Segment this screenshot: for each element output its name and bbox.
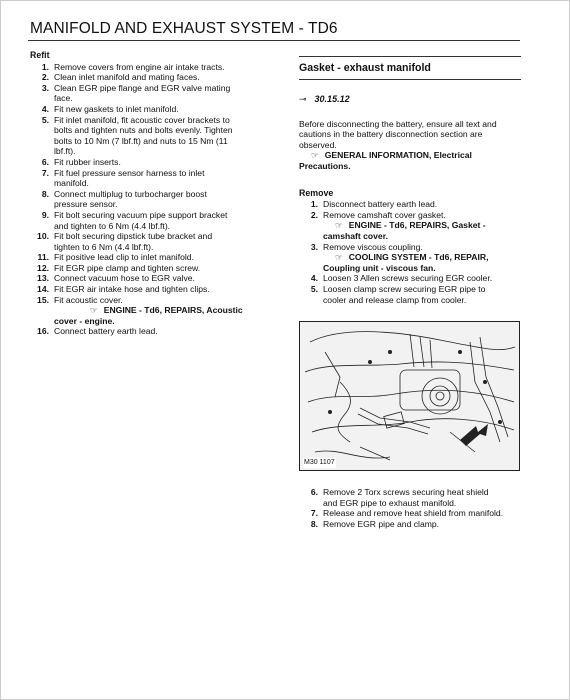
step-number: 10. bbox=[37, 231, 49, 242]
step-text: pressure sensor. bbox=[54, 199, 118, 210]
refit-heading: Refit bbox=[30, 50, 50, 60]
step-item bbox=[30, 104, 280, 115]
step-text: Fit fuel pressure sensor harness to inlet bbox=[54, 167, 205, 178]
step-text: Fit bolt securing vacuum pipe support bracket bbox=[54, 209, 228, 220]
cross-reference-icon: ☞ bbox=[335, 252, 343, 263]
step-item bbox=[299, 199, 521, 210]
step-text: Remove camshaft cover gasket. bbox=[323, 209, 446, 220]
step-item bbox=[30, 231, 280, 252]
cross-reference-icon: ☞ bbox=[311, 150, 319, 161]
step-number: 1. bbox=[310, 199, 318, 210]
step-number: 9. bbox=[41, 209, 49, 220]
step-item bbox=[299, 242, 521, 274]
step-text: Loosen 3 Allen screws securing EGR cooler. bbox=[323, 273, 493, 284]
step-item bbox=[30, 189, 280, 210]
remove-steps-a bbox=[299, 199, 521, 305]
intro-text: Before disconnecting the battery, ensure all text and cautions in the battery disconnection section are observed. bbox=[299, 118, 497, 150]
step-item bbox=[30, 72, 280, 83]
step-number: 7. bbox=[41, 167, 49, 178]
step-number: 15. bbox=[37, 294, 49, 305]
step-text: Release and remove heat shield from manifold. bbox=[323, 508, 504, 519]
cross-reference-icon: ☞ bbox=[90, 305, 98, 316]
step-item bbox=[299, 519, 521, 530]
remove-steps-b bbox=[299, 487, 521, 529]
step-text: Fit acoustic cover. bbox=[54, 294, 123, 305]
step-number: 1. bbox=[41, 61, 49, 72]
step-text: and EGR pipe to exhaust manifold. bbox=[323, 497, 457, 508]
step-number: 7. bbox=[310, 508, 318, 519]
step-text: Fit EGR air intake hose and tighten clips. bbox=[54, 284, 210, 295]
step-number: 6. bbox=[41, 156, 49, 167]
right-column bbox=[299, 50, 521, 529]
cross-reference[interactable] bbox=[323, 252, 521, 263]
operation-code-value: 30.15.12 bbox=[314, 94, 350, 104]
intro-xref-cont: Precautions. bbox=[299, 160, 351, 171]
step-item bbox=[30, 252, 280, 263]
step-item bbox=[30, 210, 280, 231]
cross-reference-text: Coupling unit - viscous fan. bbox=[323, 262, 436, 273]
step-item bbox=[30, 284, 280, 295]
step-text: Fit inlet manifold, fit acoustic cover brackets to bbox=[54, 114, 230, 125]
step-number: 4. bbox=[310, 273, 318, 284]
page-title: MANIFOLD AND EXHAUST SYSTEM - TD6 bbox=[30, 20, 338, 37]
step-item bbox=[299, 210, 521, 242]
step-number: 8. bbox=[310, 518, 318, 529]
cross-reference[interactable] bbox=[54, 305, 280, 316]
step-text: Connect vacuum hose to EGR valve. bbox=[54, 273, 195, 284]
step-number: 3. bbox=[41, 82, 49, 93]
step-text: Connect battery earth lead. bbox=[54, 326, 158, 337]
step-number: 5. bbox=[41, 114, 49, 125]
procedure-title-box bbox=[299, 56, 521, 80]
procedure-title: Gasket - exhaust manifold bbox=[299, 62, 431, 74]
cross-reference-text: cover - engine. bbox=[54, 315, 115, 326]
step-text: Clean inlet manifold and mating faces. bbox=[54, 72, 200, 83]
remove-heading: Remove bbox=[299, 187, 334, 198]
header-rule bbox=[28, 40, 520, 41]
step-number: 16. bbox=[37, 326, 49, 337]
step-text: Connect multiplug to turbocharger boost bbox=[54, 188, 207, 199]
step-number: 11. bbox=[37, 252, 49, 263]
step-item bbox=[299, 487, 521, 508]
step-text: Fit new gaskets to inlet manifold. bbox=[54, 103, 179, 114]
cross-reference-text: camshaft cover. bbox=[323, 230, 388, 241]
step-number: 2. bbox=[41, 72, 49, 83]
engine-illustration bbox=[299, 321, 520, 471]
step-text: Remove EGR pipe and clamp. bbox=[323, 518, 440, 529]
step-item bbox=[30, 295, 280, 327]
figure-label: M30 1107 bbox=[303, 458, 336, 469]
step-text: lbf.ft). bbox=[54, 146, 76, 157]
step-text: Remove viscous coupling. bbox=[323, 241, 423, 252]
operation-code bbox=[299, 94, 521, 105]
engine-drawing bbox=[300, 322, 519, 470]
step-text: Remove 2 Torx screws securing heat shield bbox=[323, 487, 489, 498]
step-text: face. bbox=[54, 93, 73, 104]
step-item bbox=[30, 263, 280, 274]
step-item bbox=[299, 284, 521, 305]
repair-time-icon: ⊸ bbox=[299, 94, 307, 104]
step-text: Remove covers from engine air intake tracts. bbox=[54, 61, 225, 72]
step-text: Clean EGR pipe flange and EGR valve mating bbox=[54, 82, 231, 93]
step-item bbox=[30, 157, 280, 168]
intro-xref[interactable]: ☞ GENERAL INFORMATION, Electrical bbox=[311, 150, 472, 161]
step-item bbox=[30, 273, 280, 284]
cross-reference-text: ENGINE - Td6, REPAIRS, Gasket - bbox=[348, 220, 486, 231]
step-item bbox=[30, 326, 280, 337]
step-number: 4. bbox=[41, 103, 49, 114]
step-text: Fit rubber inserts. bbox=[54, 156, 121, 167]
step-number: 14. bbox=[37, 284, 49, 295]
step-text: Loosen clamp screw securing EGR pipe to bbox=[323, 283, 486, 294]
step-text: tighten to 6 Nm (4.4 lbf.ft). bbox=[54, 241, 154, 252]
step-item bbox=[30, 83, 280, 104]
left-column bbox=[30, 50, 280, 337]
step-item bbox=[299, 508, 521, 519]
step-item bbox=[299, 273, 521, 284]
step-number: 6. bbox=[310, 487, 318, 498]
step-text: Fit positive lead clip to inlet manifold. bbox=[54, 252, 194, 263]
step-text: and tighten to 6 Nm (4.4 lbf.ft). bbox=[54, 220, 171, 231]
refit-steps bbox=[30, 62, 280, 337]
step-text: cooler and release clamp from cooler. bbox=[323, 294, 467, 305]
step-text: bolts to 10 Nm (7 lbf.ft) and nuts to 15 Nm (11 bbox=[54, 135, 228, 146]
cross-reference-text: ENGINE - Td6, REPAIRS, Acoustic bbox=[103, 305, 243, 316]
step-text: bolts and tighten nuts and bolts evenly. Tighten bbox=[54, 125, 233, 136]
step-text: Fit EGR pipe clamp and tighten screw. bbox=[54, 262, 201, 273]
step-item bbox=[30, 115, 280, 157]
step-item bbox=[30, 62, 280, 73]
step-number: 3. bbox=[310, 241, 318, 252]
step-text: Fit bolt securing dipstick tube bracket and bbox=[54, 231, 213, 242]
step-item bbox=[30, 168, 280, 189]
step-number: 8. bbox=[41, 188, 49, 199]
step-number: 2. bbox=[310, 209, 318, 220]
cross-reference-icon: ☞ bbox=[335, 220, 343, 231]
cross-reference-text: COOLING SYSTEM - Td6, REPAIR, bbox=[348, 252, 489, 263]
step-number: 13. bbox=[37, 273, 49, 284]
step-number: 12. bbox=[37, 262, 49, 273]
step-number: 5. bbox=[310, 283, 318, 294]
step-text: manifold. bbox=[54, 178, 89, 189]
cross-reference[interactable] bbox=[323, 220, 521, 231]
step-text: Disconnect battery earth lead. bbox=[323, 199, 438, 210]
